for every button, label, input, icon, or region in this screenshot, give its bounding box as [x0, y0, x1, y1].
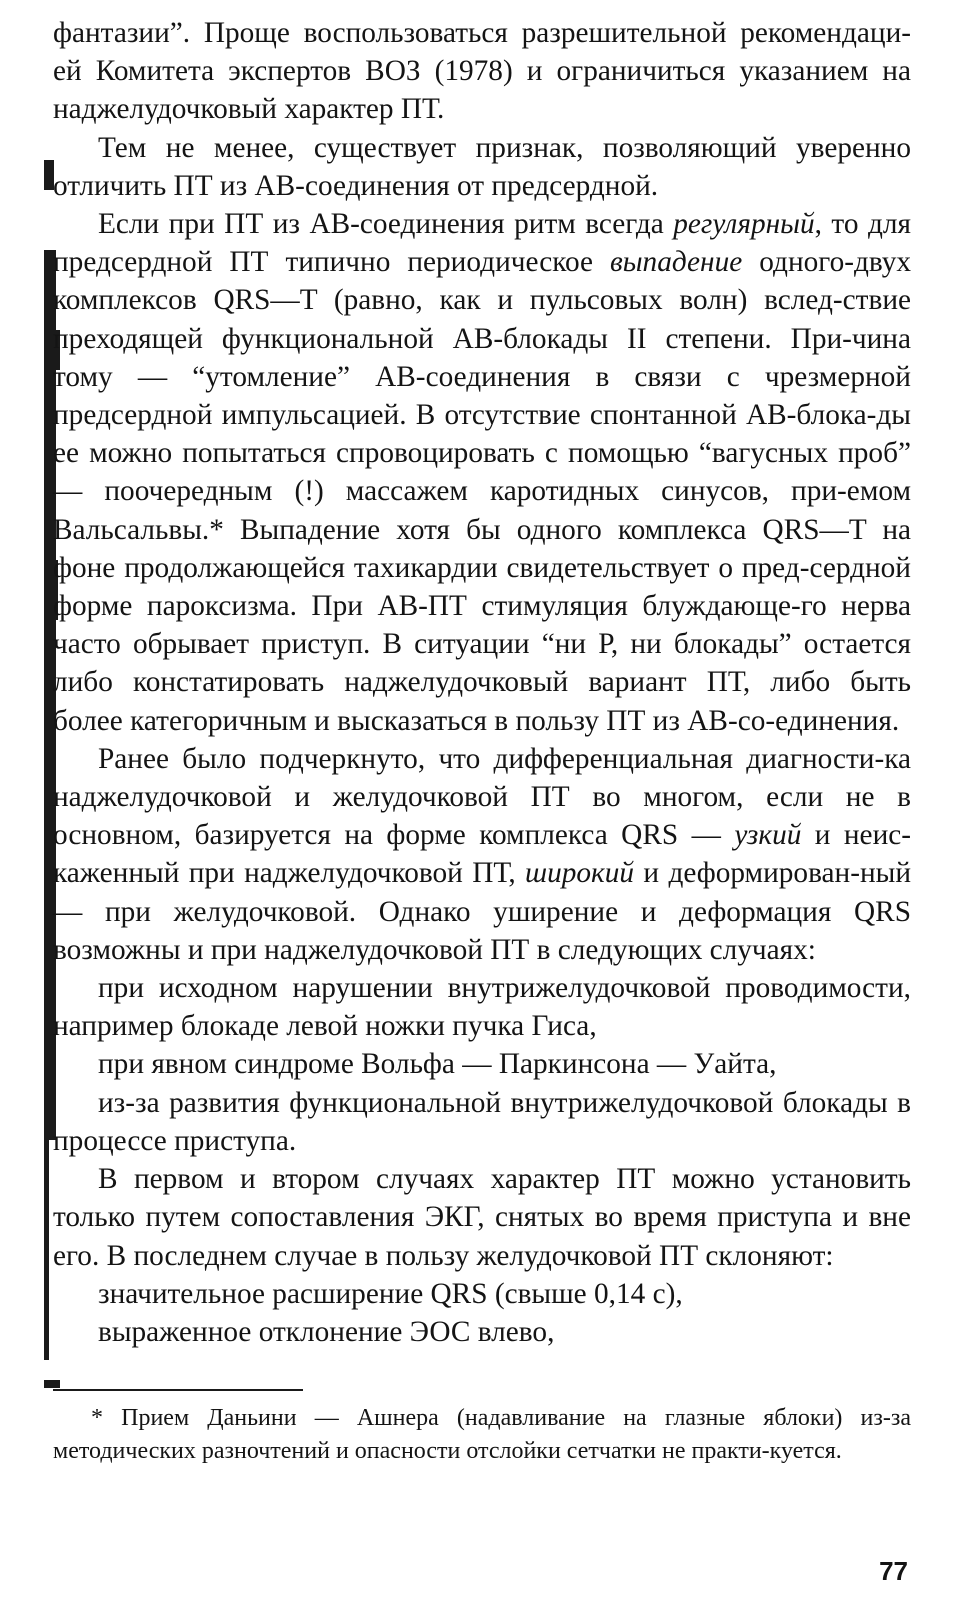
- scan-binding-shadow: [0, 0, 60, 1600]
- paragraph-5: В первом и втором случаях характер ПТ можно установить только путем сопоставления ЭКГ, снятых во время приступа и вне его. В последнем случае в пользу желудочковой ПТ склоняют:: [53, 1163, 911, 1272]
- emphasis-narrow: узкий: [734, 819, 802, 852]
- book-page-body: [53, 14, 911, 1351]
- emphasis-regular: регулярный: [673, 208, 815, 241]
- paragraph-1: фантазии”. Проще воспользоваться разрешительной рекомендаци-ей Комитета экспертов ВОЗ (1978) и ограничиться указанием на наджелудочковый характер ПТ.: [53, 17, 911, 126]
- footnote: [53, 1402, 911, 1468]
- paragraph-3-part-1: Если при ПТ из АВ-соединения ритм всегда: [98, 208, 674, 241]
- paragraph-4-part-3: и деформирован-ный — при желудочковой. Однако уширение и деформация QRS возможны и при наджелудочковой ПТ в следующих случаях:: [53, 857, 911, 966]
- list-item-conduction: при исходном нарушении внутрижелудочковой проводимости, например блокаде левой ножки пучка Гиса,: [53, 972, 911, 1043]
- paragraph-4-part-1: Ранее было подчеркнуто, что дифференциальная диагности-ка наджелудочковой и желудочковой ПТ во многом, если не в основном, базируется на форме комплекса QRS —: [53, 742, 911, 852]
- paragraph-4-part-2: и неис-каженный при наджелудочковой ПТ,: [53, 819, 912, 890]
- list-item-wpw: при явном синдроме Вольфа — Паркинсона — Уайта,: [98, 1048, 777, 1081]
- list-item-qrs-widening: значительное расширение QRS (свыше 0,14 с),: [98, 1277, 683, 1310]
- footnote-text: * Прием Даньини — Ашнера (надавливание на глазные яблоки) из-за методических разночтений и опасности отслойки сетчатки не практи-куется.: [53, 1405, 911, 1464]
- footnote-separator: [53, 1389, 303, 1391]
- page-number: 77: [879, 1556, 908, 1586]
- paragraph-3-part-3: одного-двух комплексов QRS—T (равно, как и пульсовых волн) вслед-ствие преходящей функциональной АВ-блокады II степени. При-чина тому — “утомление” АВ-соединения в связи с чрезмерной предсердной импульсацией. В отсутствие спонтанной АВ-блока-ды ее можно попытаться спровоцировать с помощью “вагусных проб” — поочередным (!) массажем каротидных синусов, при-емом Вальсальвы.* Выпадение хотя бы одного комплекса QRS—T на фоне продолжающейся тахикардии свидетельствует о пред-сердной форме пароксизма. При АВ-ПТ стимуляция блуждающе-го нерва часто обрывает приступ. В ситуации “ни Р, ни блокады” остается либо констатировать наджелудочковый вариант ПТ, либо быть более категоричным и высказаться в пользу ПТ из АВ-со-единения.: [53, 246, 912, 737]
- paragraph-4: [53, 740, 911, 969]
- list-item-axis-deviation: выраженное отклонение ЭОС влево,: [98, 1315, 555, 1348]
- emphasis-wide: широкий: [525, 857, 635, 890]
- paragraph-3-part-2: , то для предсердной ПТ типично периодическое: [53, 208, 911, 279]
- emphasis-dropout: выпадение: [610, 246, 743, 279]
- paragraph-2: Тем не менее, существует признак, позволяющий уверенно отличить ПТ из АВ-соединения от предсердной.: [53, 131, 911, 202]
- paragraph-3: [53, 205, 911, 740]
- list-item-functional-block: из-за развития функциональной внутрижелудочковой блокады в процессе приступа.: [53, 1086, 911, 1157]
